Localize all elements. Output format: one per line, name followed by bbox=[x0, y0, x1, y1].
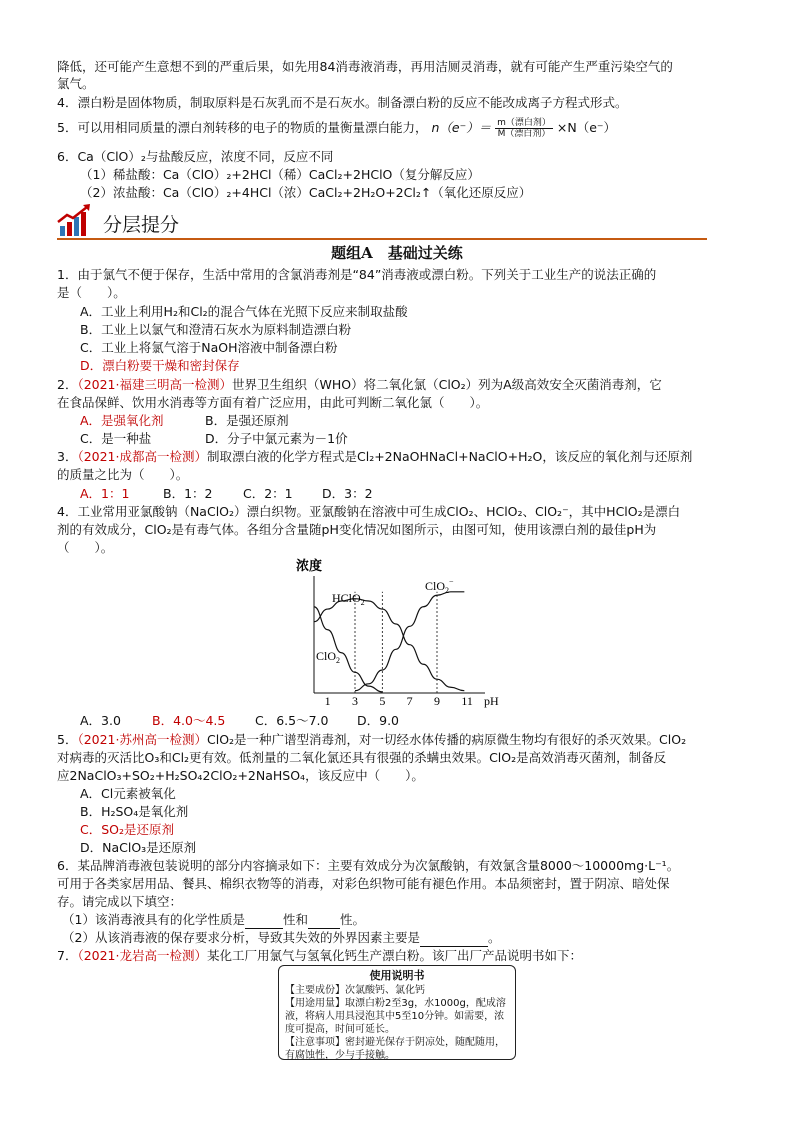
q6-sub-2-text-b: 。 bbox=[487, 930, 501, 945]
note-5-text: 5．可以用相同质量的漂白剂转移的电子的物质的量衡量漂白能力， bbox=[57, 120, 428, 135]
q7-number: 7． bbox=[57, 948, 78, 963]
instruction-usage: 【用途用量】取漂白粉2至3g，水1000g，配成溶液，将病人用具浸泡其中5至10分钟。如需要，浓度可提高，时间可延长。 bbox=[285, 998, 506, 1035]
q4-option-d: D．9.0 bbox=[357, 713, 400, 728]
intro-line-2: 氯气。 bbox=[57, 76, 95, 91]
series-label-clo2: ClO$_2$ bbox=[316, 649, 341, 665]
instruction-notes: 【注意事项】密封避光保存于阴凉处，随配随用，有腐蚀性，少与手接触。 bbox=[285, 1037, 505, 1061]
note-6: 6．Ca（ClO）₂与盐酸反应，浓度不同，反应不同 bbox=[57, 149, 334, 164]
q6-sub-2-text-a: （2）从该消毒液的保存要求分析，导致其失效的外界因素主要是 bbox=[62, 930, 420, 945]
section-header bbox=[57, 204, 707, 238]
q3-option-c: C．2：1 bbox=[243, 486, 293, 501]
chart-y-label: 浓度 bbox=[296, 559, 323, 574]
note-4: 4．漂白粉是固体物质，制取原料是石灰乳而不是石灰水。制备漂白粉的反应不能改成离子方程式形式。 bbox=[57, 95, 628, 110]
intro-line-1: 降低，还可能产生意想不到的严重后果，如先用84消毒液消毒，再用洁厕灵消毒，就有可能产生严重污染空气的 bbox=[57, 59, 673, 74]
q2-stem-2: 在食品保鲜、饮用水消毒等方面有着广泛应用，由此可判断二氧化氯（ ）。 bbox=[57, 395, 489, 410]
q6-sub-1-text-a: （1）该消毒液具有的化学性质是 bbox=[62, 912, 245, 927]
q5-stem-text: ClO₂是一种广谱型消毒剂，对一切经水体传播的病原微生物均有很好的杀灭效果。ClO₂ bbox=[207, 732, 687, 747]
q6-blank-1[interactable] bbox=[245, 911, 283, 929]
q2-option-c: C．是一种盐 bbox=[80, 431, 152, 446]
q2-option-a-answer: A．是强氧化剂 bbox=[80, 413, 164, 428]
q6-stem-2: 可用于各类家居用品、餐具、棉织衣物等的消毒，对彩色织物可能有褪色作用。本品须密封，置于阴凉、暗处保 bbox=[57, 876, 670, 891]
q6-sub-1-text-c: 性。 bbox=[339, 912, 365, 927]
concentration-ph-chart bbox=[290, 556, 510, 711]
q6-stem-3: 存。请完成以下填空： bbox=[57, 894, 183, 909]
q5-option-a: A．Cl元素被氧化 bbox=[80, 786, 176, 801]
q3-number: 3． bbox=[57, 449, 78, 464]
fraction-numerator: m（漂白剂） bbox=[497, 118, 551, 128]
q6-sub-2 bbox=[62, 929, 500, 947]
q7-stem-text: 某化工厂用氯气与氢氧化钙生产漂白粉。该厂出厂产品说明书如下： bbox=[207, 948, 583, 963]
q5-number: 5． bbox=[57, 732, 78, 747]
x-tick-label: 1 bbox=[324, 694, 331, 708]
q1-option-c: C．工业上将氯气溶于NaOH溶液中制备漂白粉 bbox=[80, 340, 338, 355]
q4-option-a: A．3.0 bbox=[80, 713, 121, 728]
q5-option-b: B．H₂SO₄是氧化剂 bbox=[80, 804, 189, 819]
note-6-1: （1）稀盐酸：Ca（ClO）₂+2HCl（稀）CaCl₂+2HClO（复分解反应） bbox=[80, 167, 480, 182]
q2-stem-1 bbox=[57, 376, 662, 393]
q4-stem-2: 剂的有效成分，ClO₂是有毒气体。各组分含量随pH变化情况如图所示，由图可知，使用该漂白剂的最佳pH为 bbox=[57, 522, 657, 537]
q2-option-d: D．分子中氯元素为－1价 bbox=[205, 431, 348, 446]
q4-stem-3: （ ）。 bbox=[57, 540, 114, 555]
q3-stem-text: 制取漂白液的化学方程式是Cl₂+2NaOHNaCl+NaClO+H₂O，该反应的氧化剂与还原剂 bbox=[207, 449, 693, 464]
section-heading: 分层提分 bbox=[103, 214, 180, 236]
q5-stem-1 bbox=[57, 731, 686, 748]
instruction-box-title: 使用说明书 bbox=[369, 969, 425, 982]
note-5-formula-right: ×N（e⁻） bbox=[556, 120, 617, 135]
q3-stem-2: 的质量之比为（ ）。 bbox=[57, 467, 189, 482]
q6-blank-3[interactable] bbox=[420, 929, 488, 947]
clo2-minus-curve bbox=[355, 592, 464, 691]
q6-blank-2[interactable] bbox=[308, 911, 340, 929]
q2-source: （2021·福建三明高一检测） bbox=[77, 377, 232, 392]
q7-source: （2021·龙岩高一检测） bbox=[77, 948, 207, 963]
q6-sub-1-text-b: 性和 bbox=[282, 912, 308, 927]
q5-stem-3: 应2NaClO₃+SO₂+H₂SO₄2ClO₂+2NaHSO₄，该反应中（ ）。 bbox=[57, 768, 424, 783]
x-tick-label: 11 bbox=[461, 694, 473, 708]
note-5-fraction bbox=[495, 118, 553, 139]
series-label-hclo2: HClO$_2$ bbox=[332, 591, 365, 607]
q1-option-a: A．工业上利用H₂和Cl₂的混合气体在光照下反应来制取盐酸 bbox=[80, 304, 408, 319]
q3-option-d: D．3：2 bbox=[322, 486, 373, 501]
x-tick-label: 3 bbox=[352, 694, 358, 708]
q1-option-d-answer: D．漂白粉要干燥和密封保存 bbox=[80, 358, 240, 373]
note-5 bbox=[57, 118, 616, 139]
q5-source: （2021·苏州高一检测） bbox=[77, 732, 207, 747]
q4-option-c: C．6.5～7.0 bbox=[255, 713, 329, 728]
instruction-box bbox=[278, 965, 516, 1060]
q5-option-c-answer: C．SO₂是还原剂 bbox=[80, 822, 175, 837]
q6-sub-1 bbox=[62, 911, 365, 929]
x-tick-label: 9 bbox=[434, 694, 440, 708]
q3-option-b: B．1：2 bbox=[163, 486, 213, 501]
x-tick-label: 5 bbox=[379, 694, 386, 708]
q3-stem-1 bbox=[57, 448, 692, 465]
q6-stem-1: 6．某品牌消毒液包装说明的部分内容摘录如下：主要有效成分为次氯酸钠，有效氯含量8000～10000mg·L⁻¹。 bbox=[57, 858, 680, 873]
q1-stem-2: 是（ ）。 bbox=[57, 285, 126, 300]
group-title: 题组A 基础过关练 bbox=[331, 244, 463, 262]
q5-option-d: D．NaClO₃是还原剂 bbox=[80, 840, 197, 855]
hclo2-curve bbox=[314, 599, 464, 691]
section-divider bbox=[57, 238, 707, 240]
instruction-ingredients: 【主要成份】次氯酸钙、氯化钙 bbox=[285, 985, 425, 996]
x-tick-label: 7 bbox=[406, 694, 413, 708]
q3-source: （2021·成都高一检测） bbox=[77, 449, 207, 464]
q3-option-a-answer: A．1：1 bbox=[80, 486, 130, 501]
series-label-clo2-minus: ClO$_2$− bbox=[425, 577, 454, 595]
q2-option-b: B．是强还原剂 bbox=[205, 413, 289, 428]
note-6-2: （2）浓盐酸：Ca（ClO）₂+4HCl（浓）CaCl₂+2H₂O+2Cl₂↑（氧化还原反应） bbox=[80, 185, 532, 200]
note-5-formula-left: n（e⁻）＝ bbox=[431, 120, 492, 135]
q5-stem-2: 对病毒的灭活比O₃和Cl₂更有效。低剂量的二氧化氯还具有很强的杀螨虫效果。ClO₂是高效消毒灭菌剂，制备反 bbox=[57, 750, 667, 765]
chart-x-label: pH bbox=[484, 694, 499, 708]
q4-option-b-answer: B．4.0～4.5 bbox=[152, 713, 226, 728]
q7-stem bbox=[57, 947, 582, 964]
q1-option-b: B．工业上以氯气和澄清石灰水为原料制造漂白粉 bbox=[80, 322, 352, 337]
q2-stem-text: 世界卫生组织（WHO）将二氧化氯（ClO₂）列为A级高效安全灭菌消毒剂，它 bbox=[232, 377, 662, 392]
bar-chart-icon bbox=[57, 204, 93, 236]
fraction-denominator: M（漂白剂） bbox=[497, 129, 551, 139]
q1-stem-1: 1．由于氯气不便于保存，生活中常用的含氯消毒剂是“84”消毒液或漂白粉。下列关于工业生产的说法正确的 bbox=[57, 267, 657, 282]
q4-stem-1: 4．工业常用亚氯酸钠（NaClO₂）漂白织物。亚氯酸钠在溶液中可生成ClO₂、HClO₂、ClO₂⁻，其中HClO₂是漂白 bbox=[57, 504, 681, 519]
q2-number: 2． bbox=[57, 377, 78, 392]
